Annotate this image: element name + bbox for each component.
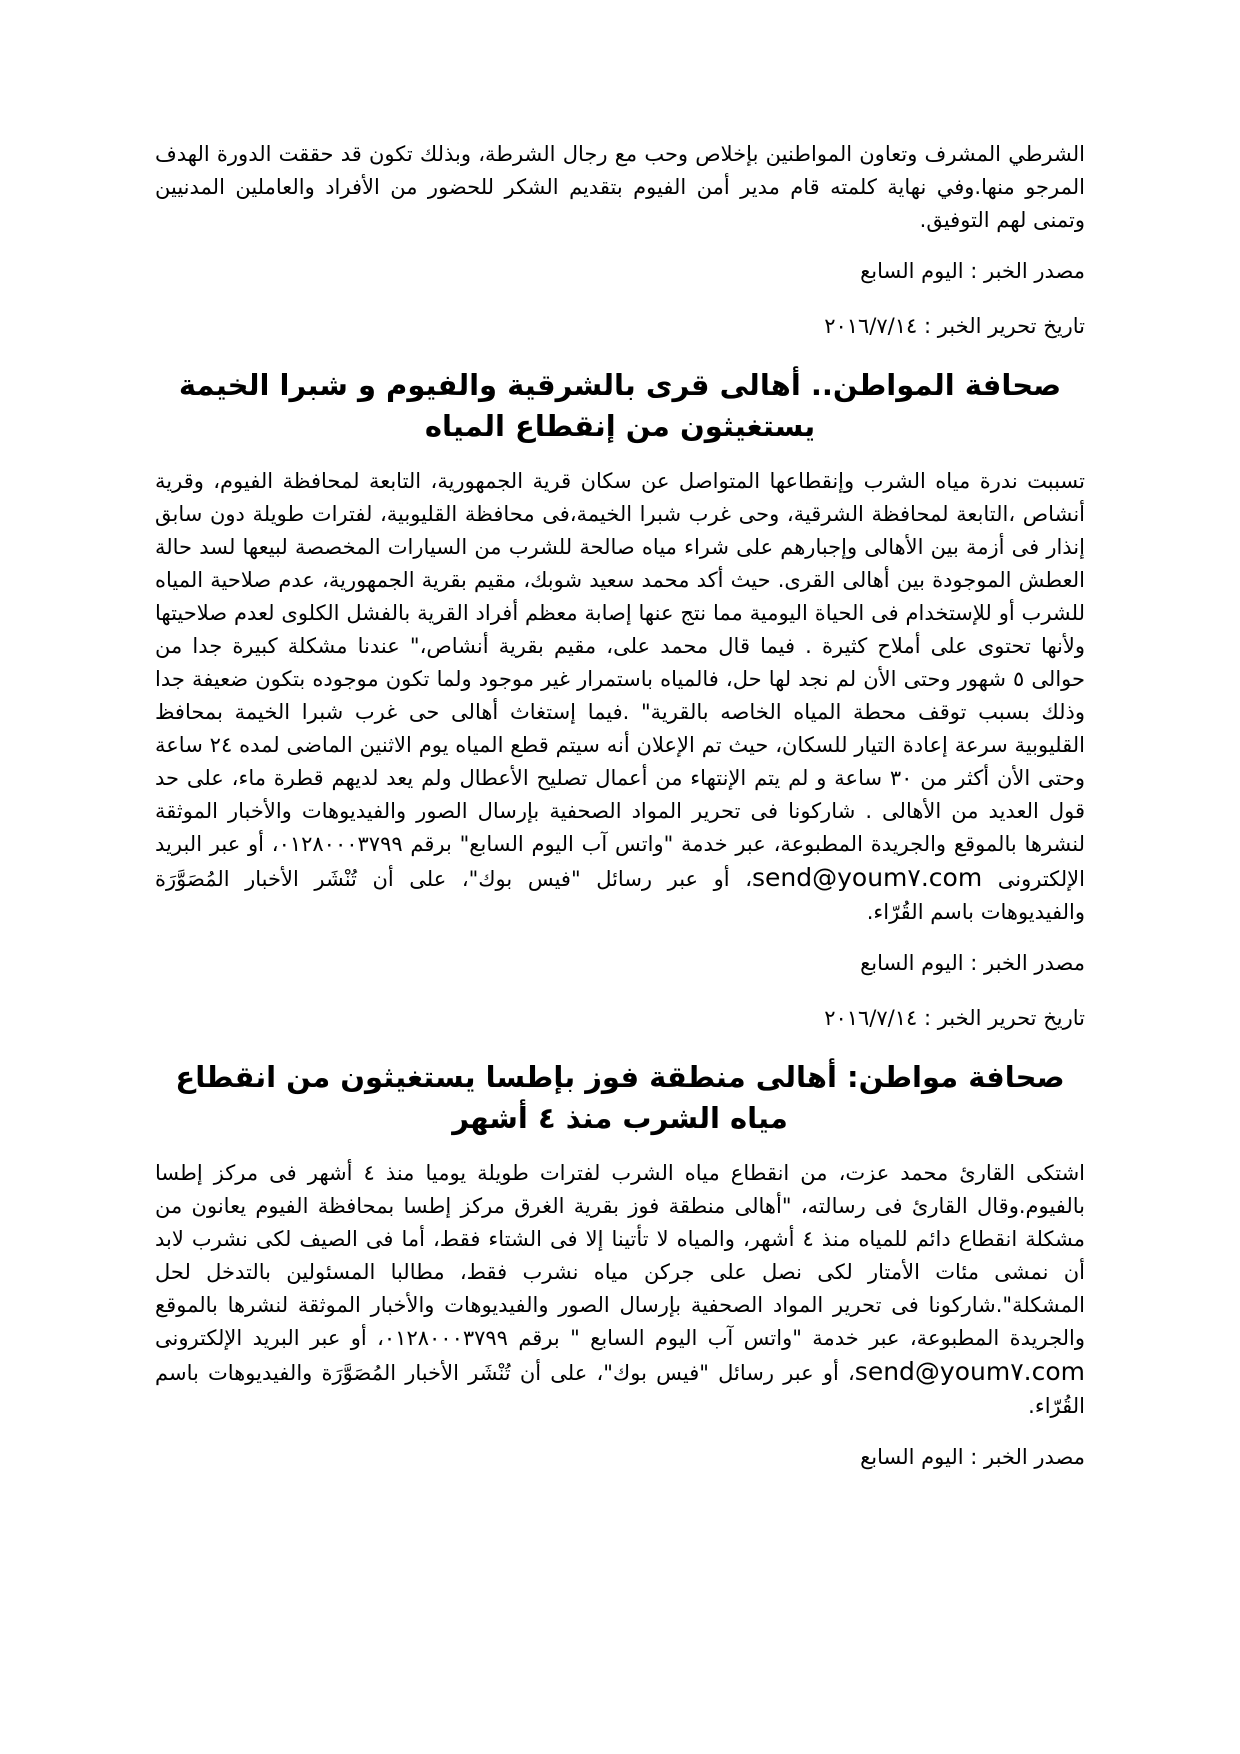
article-2-email: send@youm٧.com	[854, 1357, 1085, 1386]
article-1-headline: صحافة المواطن.. أهالى قرى بالشرقية والفيوم و شبرا الخيمة يستغيثون من إنقطاع المياه	[178, 368, 1062, 443]
news-source-1: مصدر الخبر : اليوم السابع	[860, 259, 1085, 283]
intro-paragraph: الشرطي المشرف وتعاون المواطنين بإخلاص وحب مع رجال الشرطة، وبذلك تكون قد حققت الدورة الهدف المرجو منها.وفي نهاية كلمته قام مدير أمن الفيوم بتقديم الشكر للحضور من الأفراد والعاملين المدنيين وتمنى لهم التوفيق.	[155, 142, 1085, 232]
article-2-headline: صحافة مواطن: أهالى منطقة فوز بإطسا يستغيثون من انقطاع مياه الشرب منذ ٤ أشهر	[175, 1060, 1065, 1135]
article-2-body-text: اشتكى القارئ محمد عزت، من انقطاع مياه الشرب لفترات طويلة يوميا منذ ٤ أشهر فى مركز إطسا بالفيوم.وقال القارئ فى رسالته، "أهالى منطقة فوز بقرية الغرق مركز إطسا بمحافظة الفيوم يعانون من مشكلة انقطاع دائم للمياه منذ ٤ أشهر، والمياه لا تأتينا إلا فى الشتاء فقط، أما فى الصيف لكى نشرب لابد أن نمشى مئات الأمتار لكى نصل على جركن مياه نشرب فقط، مطالبا المسئولين بالتدخل لحل المشكلة".شاركونا فى تحرير المواد الصحفية بإرسال الصور والفيديوهات والأخبار الموثقة لنشرها بالموقع والجريدة المطبوعة، عبر خدمة "واتس آب اليوم السابع " برقم ٠١٢٨٠٠٠٣٧٩٩، أو عبر البريد الإلكترونى	[155, 1161, 1086, 1350]
article-1-body	[155, 465, 1085, 929]
article-2-body-text-end: ، أو عبر رسائل "فيس بوك"، على أن تُنْشَر الأخبار المُصَوَّرَة والفيديوهات باسم القُرّاء.	[155, 1361, 1085, 1418]
article-2-body	[155, 1157, 1085, 1423]
article-1-body-text: تسببت ندرة مياه الشرب وإنقطاعها المتواصل عن سكان قرية الجمهورية، التابعة لمحافظة الفيوم، وقرية أنشاص ،التابعة لمحافظة الشرقية، وحى غرب شبرا الخيمة،فى محافظة القليوبية، لفترات طويلة دون سابق إنذار فى أزمة بين الأهالى وإجبارهم على شراء مياه صالحة للشرب من السيارات المخصصة لبيعها لسد حالة العطش الموجودة بين أهالى القرى. حيث أكد محمد سعيد شوبك، مقيم بقرية الجمهورية، عدم صلاحية المياه للشرب أو للإستخدام فى الحياة اليومية مما نتج عنها إصابة معظم أفراد القرية بالفشل الكلوى لعدم صلاحيتها ولأنها تحتوى على أملاح كثيرة . فيما قال محمد على، مقيم بقرية أنشاص،" عندنا مشكلة كبيرة جدا من حوالى ٥ شهور وحتى الأن لم نجد لها حل، فالمياه باستمرار غير موجود ولما تكون موجوده بتكون ضعيفة جدا وذلك بسبب توقف محطة المياه الخاصه بالقرية" .فيما إستغاث أهالى حى غرب شبرا الخيمة بمحافظ القليوبية سرعة إعادة التيار للسكان، حيث تم الإعلان أنه سيتم قطع المياه يوم الاثنين الماضى لمده ٢٤ ساعة وحتى الأن أكثر من ٣٠ ساعة و لم يتم الإنتهاء من أعمال تصليح الأعطال ولم يعد لديهم قطرة ماء، على حد قول العديد من الأهالى . شاركونا فى تحرير المواد الصحفية بإرسال الصور والفيديوهات والأخبار الموثقة لنشرها بالموقع والجريدة المطبوعة، عبر خدمة "واتس آب اليوم السابع" برقم ٠١٢٨٠٠٠٣٧٩٩، أو عبر البريد الإلكترونى	[155, 469, 1086, 891]
news-source-3: مصدر الخبر : اليوم السابع	[860, 1445, 1085, 1469]
article-1-body-text-end: ، أو عبر رسائل "فيس بوك"، على أن تُنْشَر الأخبار المُصَوَّرَة والفيديوهات باسم القُرّاء.	[155, 867, 1085, 924]
article-1-email: send@youm٧.com	[751, 863, 983, 892]
news-date-1: تاريخ تحرير الخبر : ٢٠١٦/٧/١٤	[824, 314, 1085, 338]
news-date-2: تاريخ تحرير الخبر : ٢٠١٦/٧/١٤	[824, 1006, 1085, 1030]
news-source-2: مصدر الخبر : اليوم السابع	[860, 951, 1085, 975]
